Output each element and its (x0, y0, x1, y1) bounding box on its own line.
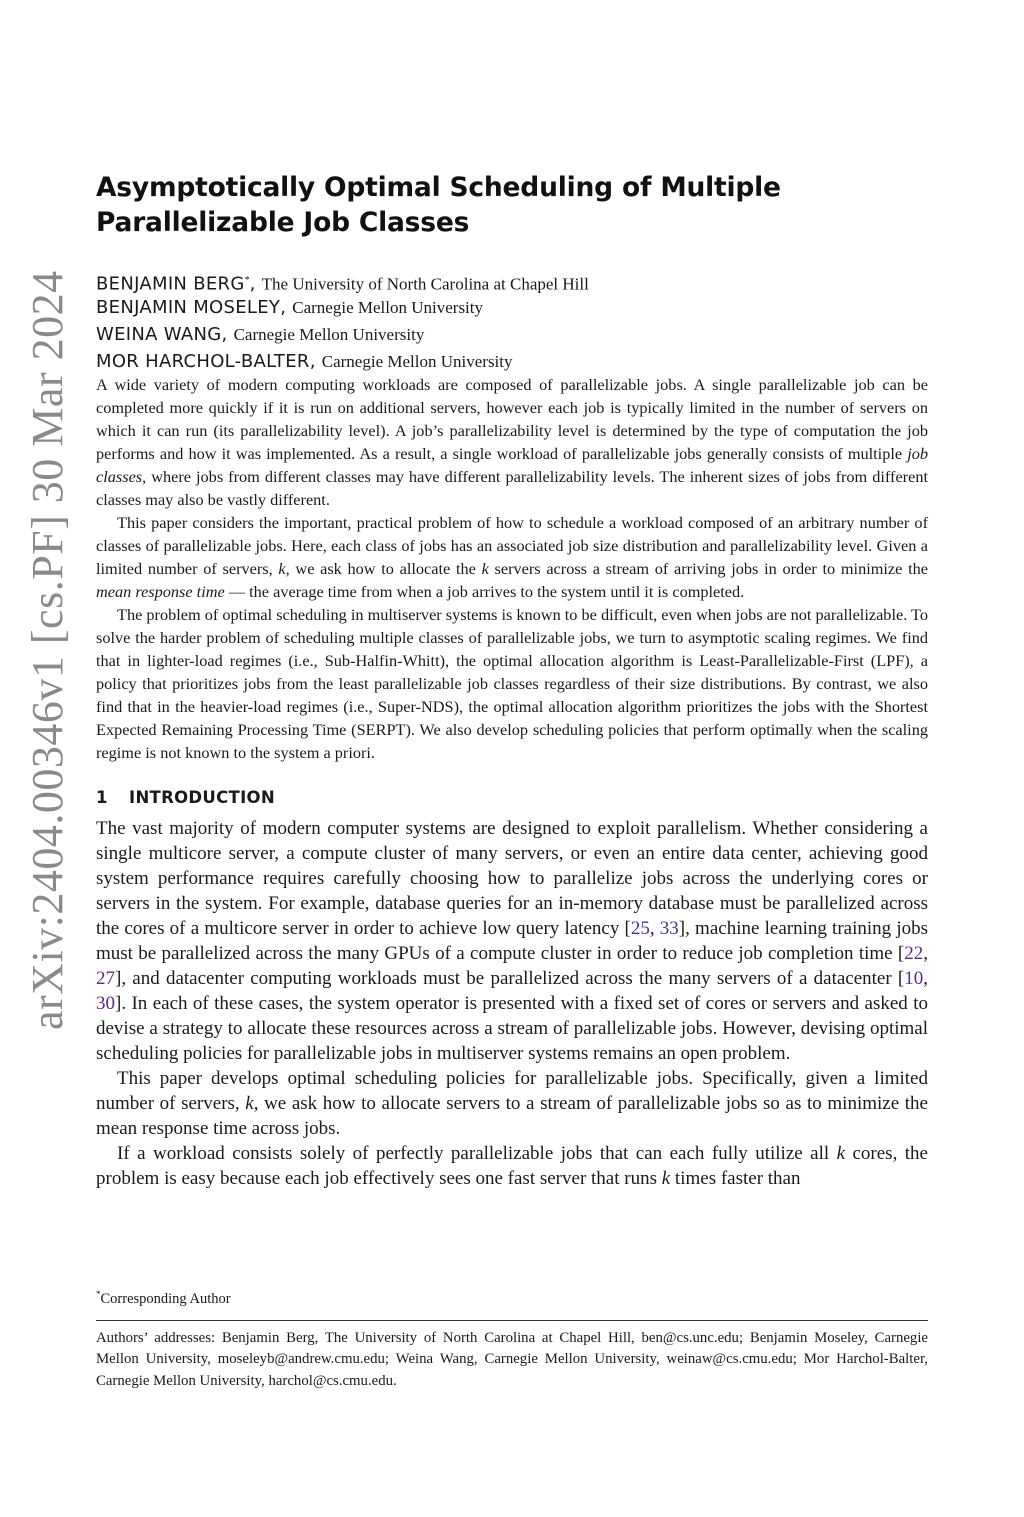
author-name: BENJAMIN MOSELEY (96, 297, 281, 318)
section-heading-introduction (96, 786, 928, 810)
footnote-text: Corresponding Author (100, 1290, 231, 1307)
footnote-marker: * (96, 1289, 101, 1299)
citation-link[interactable]: 22 (904, 943, 924, 964)
author-entry: BENJAMIN MOSELEY, Carnegie Mellon University (96, 297, 484, 318)
author-entry: MOR HARCHOL-BALTER, Carnegie Mellon University (96, 351, 513, 372)
footnote-area (96, 1284, 928, 1392)
arxiv-identifier-stamp: arXiv:2404.00346v1 [cs.PF] 30 Mar 2024 (23, 270, 72, 1030)
section-number: 1 (96, 788, 108, 807)
author-name: WEINA WANG (96, 324, 222, 345)
abstract-paragraph: The problem of optimal scheduling in multiserver systems is known to be difficult, even when jobs are not parallelizable. To solve the harder problem of scheduling multiple classes of parallelizable jobs, we turn to asymptotic scaling regimes. We find that in lighter-load regimes (i.e., Sub-Halfin-Whitt), the optimal allocation algorithm is Least-Parallelizable-First (LPF), a policy that prioritizes jobs from the least parallelizable job classes regardless of their size distributions. By contrast, we also find that in the heavier-load regimes (i.e., Super-NDS), the optimal allocation algorithm prioritizes the jobs with the Shortest Expected Remaining Processing Time (SERPT). We also develop scheduling policies that perform optimally when the scaling regime is not known to the system a priori. (96, 605, 928, 762)
author-affiliation: Carnegie Mellon University (292, 298, 484, 317)
corresponding-author-marker: * (244, 275, 250, 286)
section-title: INTRODUCTION (129, 788, 275, 807)
paper-first-page (96, 170, 928, 1191)
introduction-body (96, 816, 928, 1191)
citation-link[interactable]: 10 (904, 968, 924, 989)
author-name: MOR HARCHOL-BALTER (96, 351, 310, 372)
author-affiliation: Carnegie Mellon University (321, 352, 513, 371)
author-name: BENJAMIN BERG (96, 273, 245, 295)
author-list (96, 267, 928, 375)
abstract (96, 373, 928, 764)
author-entry: WEINA WANG, Carnegie Mellon University (96, 324, 425, 345)
authors-addresses: Authors’ addresses: Benjamin Berg, The University of North Carolina at Chapel Hill, ben@cs.unc.edu; Benjamin Moseley, Carnegie Mellon University, moseleyb@andrew.cmu.edu; Weina Wang, Carnegie Mellon University, weinaw@cs.cmu.edu; Mor Harchol-Balter, Carnegie Mellon University, harchol@cs.cmu.edu. (96, 1329, 928, 1389)
citation-link[interactable]: 25 (630, 918, 650, 939)
author-affiliation: Carnegie Mellon University (233, 325, 425, 344)
footnote (96, 1284, 928, 1309)
citation-link[interactable]: 27 (96, 968, 115, 989)
body-paragraph: If a workload consists solely of perfectly parallelizable jobs that can each fully utilize all k cores, the problem is easy because each job effectively sees one fast server that runs k times faster than (96, 1143, 928, 1189)
paper-title: Asymptotically Optimal Scheduling of Multiple Parallelizable Job Classes (96, 172, 781, 238)
author-entry: BENJAMIN BERG*, The University of North Carolina at Chapel Hill (96, 273, 589, 295)
abstract-paragraph: A wide variety of modern computing workloads are composed of parallelizable jobs. A single parallelizable job can be completed more quickly if it is run on additional servers, however each job is typically limited in the number of servers on which it can run (its parallelizability level). A job’s parallelizability level is determined by the type of computation the job performs and how it was implemented. As a result, a single workload of parallelizable jobs generally consists of multiple job classes, where jobs from different classes may have different parallelizability levels. The inherent sizes of jobs from different classes may also be vastly different. (96, 375, 928, 509)
author-affiliation: The University of North Carolina at Chapel Hill (261, 274, 589, 294)
citation-link[interactable]: 33 (659, 918, 679, 939)
footnote-divider (96, 1320, 928, 1321)
citation-link[interactable]: 30 (96, 993, 115, 1014)
abstract-paragraph: This paper considers the important, practical problem of how to schedule a workload composed of an arbitrary number of classes of parallelizable jobs. Here, each class of jobs has an associated job size distribution and parallelizability level. Given a limited number of servers, k, we ask how to allocate the k servers across a stream of arriving jobs in order to minimize the mean response time — the average time from when a job arrives to the system until it is completed. (96, 513, 928, 601)
body-paragraph: The vast majority of modern computer systems are designed to exploit parallelism. Whether considering a single multicore server, a compute cluster of many servers, or even an entire data center, achieving good system performance requires carefully choosing how to parallelize jobs across the underlying cores or servers in the system. For example, database queries for an in-memory database must be parallelized across the cores of a multicore server in order to achieve low query latency [25, 33], machine learning training jobs must be parallelized across the many GPUs of a compute cluster in order to reduce job completion time [22, 27], and datacenter computing workloads must be parallelized across the many servers of a datacenter [10, 30]. In each of these cases, the system operator is presented with a fixed set of cores or servers and asked to devise a strategy to allocate these resources across a stream of parallelizable jobs. However, devising optimal scheduling policies for parallelizable jobs in multiserver systems remains an open problem. (96, 818, 929, 1064)
body-paragraph: This paper develops optimal scheduling policies for parallelizable jobs. Specifically, given a limited number of servers, k, we ask how to allocate servers to a stream of parallelizable jobs so as to minimize the mean response time across jobs. (96, 1068, 928, 1139)
